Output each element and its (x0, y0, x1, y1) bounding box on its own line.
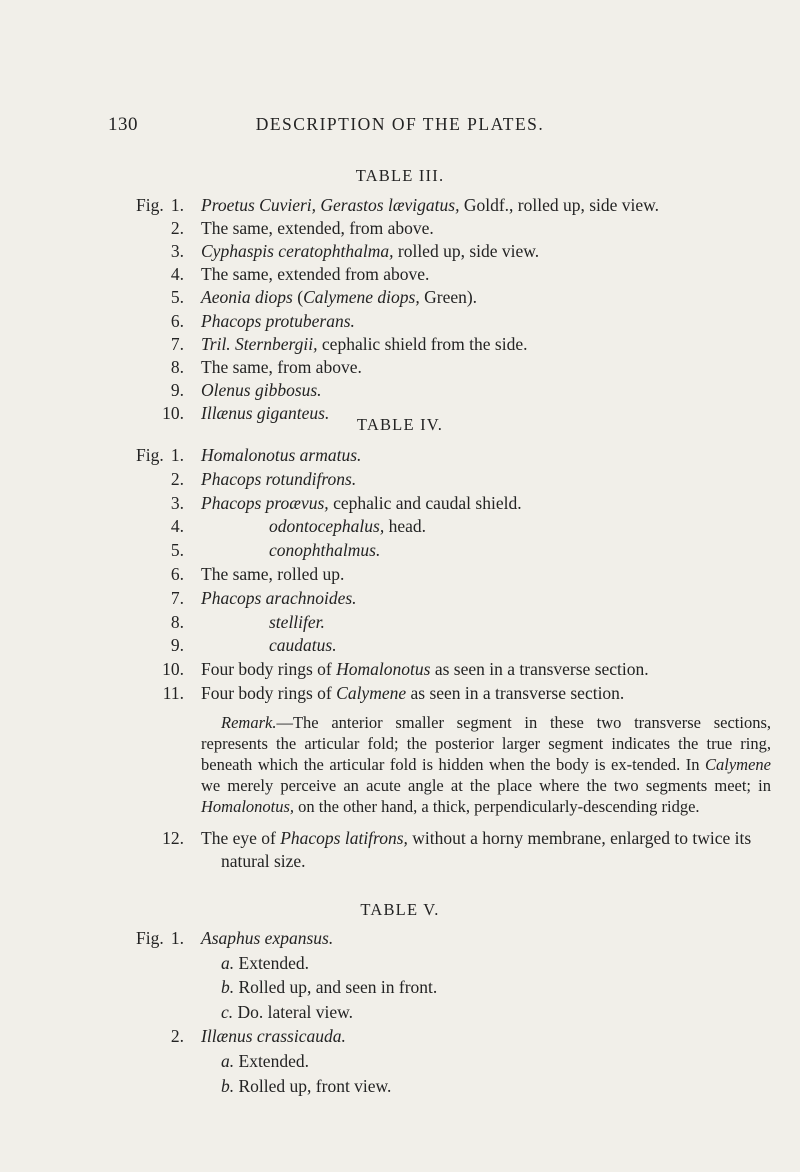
description-text: Goldf., rolled up, side view. (459, 195, 660, 215)
remark-text-3: on the other hand, a thick, perpendicularly-descending ridge. (294, 797, 700, 816)
list-item (0, 951, 800, 975)
list-item (0, 610, 800, 634)
description-text: Rolled up, and seen in front. (234, 977, 438, 998)
description-text: as seen in a transverse section. (406, 683, 625, 703)
list-item (0, 975, 800, 999)
species-name: Calymene diops, (303, 287, 420, 308)
fig-number: 9. (170, 635, 184, 656)
description-text: Green). (419, 287, 478, 308)
list-item (0, 1074, 800, 1098)
fig-number: 2. (170, 468, 184, 489)
description-text: The same, rolled up. (201, 564, 345, 584)
species-name: Phacops arachnoides. (201, 587, 357, 608)
fig-number: 4. (170, 264, 184, 285)
description-text: Extended. (234, 1051, 309, 1071)
item-text (201, 443, 361, 467)
list-item (0, 467, 800, 491)
species-name: c. (221, 1001, 234, 1022)
item-text (201, 309, 355, 333)
item-text (201, 332, 527, 356)
description-text: Four body rings of (201, 683, 337, 703)
fig-number: 8. (170, 356, 184, 377)
item-text (201, 491, 522, 515)
fig-number: 6. (170, 310, 184, 331)
species-name: Homalonotus (336, 659, 431, 680)
item-text (221, 1000, 353, 1024)
list-item (0, 378, 800, 402)
list-item (0, 586, 800, 610)
list-item (0, 926, 800, 950)
fig-number: 6. (170, 564, 184, 584)
species-name: Olenus gibbosus. (201, 379, 322, 400)
fig-number: 11. (162, 683, 184, 703)
fig-label: Fig. (136, 928, 164, 948)
fig-number: 7. (170, 587, 184, 608)
item-12-text-2: without a horny membrane, enlarged to twice its (407, 828, 752, 848)
fig-number: 9. (170, 379, 184, 400)
description-text: Four body rings of (201, 659, 337, 680)
species-name: Aeonia diops (201, 287, 293, 308)
fig-number: 1. (170, 445, 184, 465)
list-item (0, 1000, 800, 1024)
fig-number: 2. (170, 218, 184, 239)
fig-number: 5. (170, 287, 184, 308)
species-name: b. (221, 1075, 235, 1096)
item-text (201, 657, 649, 681)
item-text (269, 633, 337, 657)
fig-number: 7. (170, 333, 184, 354)
species-name: Cyphaspis ceratophthalma, (201, 241, 394, 262)
item-text (221, 951, 309, 975)
fig-number: 5. (170, 540, 184, 561)
species-name: Homalonotus armatus. (201, 445, 362, 465)
species-name: a. (221, 1051, 235, 1071)
item-text (221, 1074, 391, 1098)
list-item (0, 681, 800, 705)
description-text: Rolled up, front view. (234, 1075, 392, 1096)
description-text: rolled up, side view. (393, 241, 540, 262)
item-12-text-1: The eye of (201, 828, 281, 848)
remark-text-1: —The anterior smaller segment in these two transverse sections, represents the articular fold; the posterior larger segment indicates the true ring, beneath which the articular fold is hidden when the body is ex-tended. In (201, 713, 771, 774)
fig-number: 12. (162, 828, 184, 848)
item-12-italic: Phacops latifrons, (280, 828, 408, 848)
species-name: Phacops proævus, (201, 492, 329, 513)
description-text: The same, extended from above. (201, 264, 430, 285)
species-name: Tril. Sternbergii, (201, 333, 318, 354)
species-name: conophthalmus. (269, 540, 381, 561)
list-item (0, 657, 800, 681)
list-item (0, 309, 800, 333)
fig-label: Fig. (136, 195, 164, 215)
fig-number: 1. (170, 195, 184, 215)
list-item (0, 285, 800, 309)
species-name: stellifer. (269, 611, 325, 632)
fig-number: 3. (170, 241, 184, 262)
remark-italic-2: Homalonotus, (201, 797, 295, 816)
item-text (201, 378, 322, 402)
description-text: ( (292, 287, 304, 308)
species-name: Phacops protuberans. (201, 310, 355, 331)
description-text: head. (384, 516, 426, 537)
fig-number: 2. (170, 1026, 184, 1047)
species-name: b. (221, 977, 235, 998)
fig-number: 10. (162, 402, 184, 423)
list-item (0, 562, 800, 586)
item-12-text (201, 827, 773, 873)
fig-number: 1. (170, 928, 184, 948)
list-item (0, 216, 800, 240)
description-text: Do. lateral view. (233, 1001, 354, 1022)
description-text: cephalic shield from the side. (317, 333, 528, 354)
item-12-text-3: natural size. (221, 851, 306, 871)
item-text (269, 610, 325, 634)
list-item (0, 514, 800, 538)
page-number: 130 (108, 114, 138, 135)
item-text (201, 239, 539, 263)
species-name: Illænus giganteus. (201, 402, 330, 423)
species-name: Phacops rotundifrons. (201, 468, 357, 489)
list-item (0, 355, 800, 379)
item-text (221, 975, 437, 999)
item-text (201, 562, 344, 586)
list-item (0, 1049, 800, 1073)
remark-paragraph (201, 712, 771, 817)
species-name: Calymene (336, 683, 407, 703)
item-text (201, 926, 333, 950)
item-text (201, 681, 624, 705)
species-name: caudatus. (269, 635, 337, 656)
list-item (0, 538, 800, 562)
item-text (201, 586, 357, 610)
item-text (269, 538, 380, 562)
running-title: DESCRIPTION OF THE PLATES. (255, 114, 545, 134)
item-text (201, 216, 434, 240)
remark-italic-1: Calymene (705, 755, 771, 774)
table-v-heading: TABLE V. (360, 900, 440, 919)
description-text: Extended. (234, 952, 309, 973)
list-item (0, 491, 800, 515)
list-item (0, 443, 800, 467)
description-text: as seen in a transverse section. (430, 659, 649, 680)
remark-text-2: we merely perceive an acute angle at the place where the two segments meet; in (201, 776, 771, 795)
remark-label: Remark. (221, 713, 277, 732)
list-item (0, 239, 800, 263)
description-text: cephalic and caudal shield. (328, 492, 522, 513)
list-item (0, 262, 800, 286)
fig-number: 8. (170, 611, 184, 632)
species-name: Illænus crassicauda. (201, 1026, 346, 1047)
item-text (201, 262, 429, 286)
fig-number: 3. (170, 492, 184, 513)
species-name: Proetus Cuvieri, Gerastos lævigatus, (201, 195, 460, 215)
fig-number: 4. (170, 516, 184, 537)
fig-number: 10. (162, 659, 184, 680)
running-head (0, 114, 800, 140)
list-item (0, 1024, 800, 1048)
item-text (201, 467, 356, 491)
description-text: The same, from above. (201, 356, 362, 377)
fig-label: Fig. (136, 445, 164, 465)
list-item (0, 193, 800, 217)
item-text (201, 285, 477, 309)
table-iii-heading: TABLE III. (355, 166, 445, 185)
description-text: The same, extended, from above. (201, 218, 434, 239)
species-name: odontocephalus, (269, 516, 385, 537)
species-name: Asaphus expansus. (201, 928, 334, 948)
item-text (269, 514, 426, 538)
table-iv-heading: TABLE IV. (356, 415, 444, 434)
list-item (0, 332, 800, 356)
item-text (201, 355, 362, 379)
list-item (0, 633, 800, 657)
item-text (201, 1024, 346, 1048)
item-text (221, 1049, 309, 1073)
species-name: a. (221, 952, 235, 973)
item-text (201, 193, 659, 217)
